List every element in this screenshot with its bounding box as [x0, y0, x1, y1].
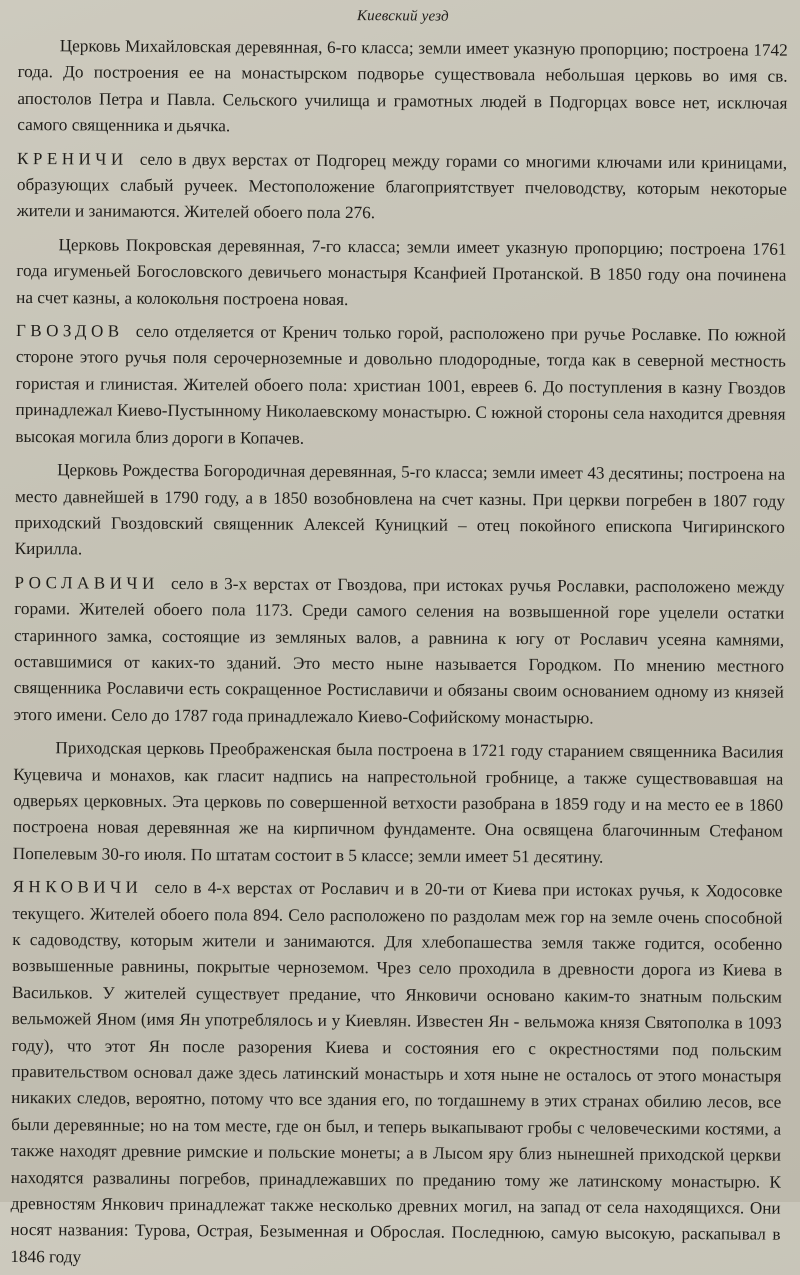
paragraph-text: село в двух верстах от Подгорец между горами со многими ключами или криницами, образующих слабый ручеек. Местоположение благоприятствует пчеловодству, которым некоторые жители и занимаются. Жителей обоего пола 276.: [16, 149, 788, 223]
paragraph-text: село в 4-х верстах от Рославич и в 20-ти от Киева при истоках ручья, к Ходосовке текущего. Жителей обоего пола 894. Село расположено по раздолам меж гор на земле очень способной к садоводству, которым жители и занимаются. Для хлебопашества земля также годится, особенно возвышенные равнины, покрытые черноземом. Чрез село проходила в древности дорога из Киева в Васильков. У жителей существует предание, что Янковичи основано каким-то знатным польским вельможей Яном (имя Ян употреблялось и у Киевлян. Известен Ян - вельможа князя Святополка в 1093 году), что этот Ян после разорения Киева и состояния его с окрестностями под польским правительством основал даже здесь латинский монастырь и хотя ныне не осталось от этого монастыря никаких следов, вероятно, потому что все здания его, по тогдашнему в этих странах обилию лесов, все были деревянные; но на том месте, где он был, и теперь выкапывают гробы с человеческими костями, а также находят древние римские и польские монеты; а в Лысом яру близ нынешней приходской церкви находятся развалины погребов, принадлежавших по преданию тому же латинскому монастырю. К древностям Янкович принадлежат также несколько древних могил, на запад от села находящихся. Они носят названия: Турова, Острая, Безыменная и Оброслая. Последнюю, самую высокую, раскапывал в 1846 году: [10, 878, 783, 1267]
paragraph-text: Церковь Рождества Богородичная деревянная, 5-го класса; земли имеет 43 десятины; построена на место давнейшей в 1790 году, а в 1850 возобновлена на счет казны. При церкви погребен в 1807 году приходский Гвоздовский священник Алексей Куницкий – отец покойного епископа Чигиринского Кирилла.: [14, 460, 786, 559]
entry-yankovichi: [10, 874, 782, 1275]
paragraph-pokrovskaya-church: [16, 232, 786, 316]
entry-roslavichi: [14, 570, 785, 733]
entry-krenichi: [17, 146, 787, 230]
book-page: [10, 6, 788, 1267]
paragraph-text: село в 3-х верстах от Гвоздова, при истоках ручья Рославки, расположено между горами. Жителей обоего пола 1173. Среди самого селения на возвышенной горе уцелели остатки старинного замка, состоящие из земляных валов, а равнина к югу от Рославич усеяна камнями, оставшимися от каких-то зданий. Это место ныне называется Городком. По мнению местного священника Рославичи есть сокращенное Ростиславичи и обязаны своим основанием одному из князей этого имени. Село до 1787 года принадлежало Киево-Софийскому монастырю.: [13, 573, 785, 728]
entry-gvozdov: [15, 318, 786, 455]
paragraph-text: Церковь Покровская деревянная, 7-го класса; земли имеет указную пропорцию; построена 1761 года игуменьей Богословского девичьего монастыря Ксанфией Протанской. В 1850 году она починена на счет казны, а колокольня построена новая.: [16, 235, 787, 309]
paragraph-text: село отделяется от Кренич только горой, расположено при ручье Рославке. По южной стороне этого ручья поля серочерноземные и довольно плодородные, тогда как в северной местность гористая и глинистая. Жителей обоего пола: христиан 1001, евреев 6. До поступления в казну Гвоздов принадлежал Киево-Пустынному Николаевскому монастырю. С южной стороны села находится древняя высокая могила близ дороги в Копачев.: [15, 321, 787, 448]
paragraph-mikhailovskaya-church: [17, 33, 788, 143]
paragraph-text: Приходская церковь Преображенская была построена в 1721 году старанием священника Василия Куцевича и монахов, как гласит надпись на напрестольной гробнице, а также существовавшая на одверьях церковных. Эта церковь по совершенной ветхости разобрана в 1859 году и на место ее в 1860 построена новая деревянная же на кирпичном фундаменте. Она освящена благочинным Стефаном Попелевым 30-го июля. По штатам состоит в 5 классе; земли имеет 51 десятину.: [12, 738, 784, 867]
paragraph-rozhdestva-church: [15, 457, 786, 567]
village-name: ЯНКОВИЧИ: [12, 877, 143, 897]
running-head: Киевский уезд: [356, 8, 449, 25]
paragraph-text: Церковь Михайловская деревянная, 6-го класса; земли имеет указную пропорцию; построена 1742 года. До построения ее на монастырском подворье существовала небольшая церковь во имя св. апостолов Петра и Павла. Сельского училища и грамотных людей в Подгорцах вовсе нет, исключая самого священника и дьячка.: [17, 36, 788, 136]
village-name: КРЕНИЧИ: [17, 148, 128, 169]
village-name: РОСЛАВИЧИ: [14, 572, 159, 593]
paragraph-preobrazhenskaya-church: [13, 735, 784, 872]
village-name: ГВОЗДОВ: [15, 321, 124, 341]
